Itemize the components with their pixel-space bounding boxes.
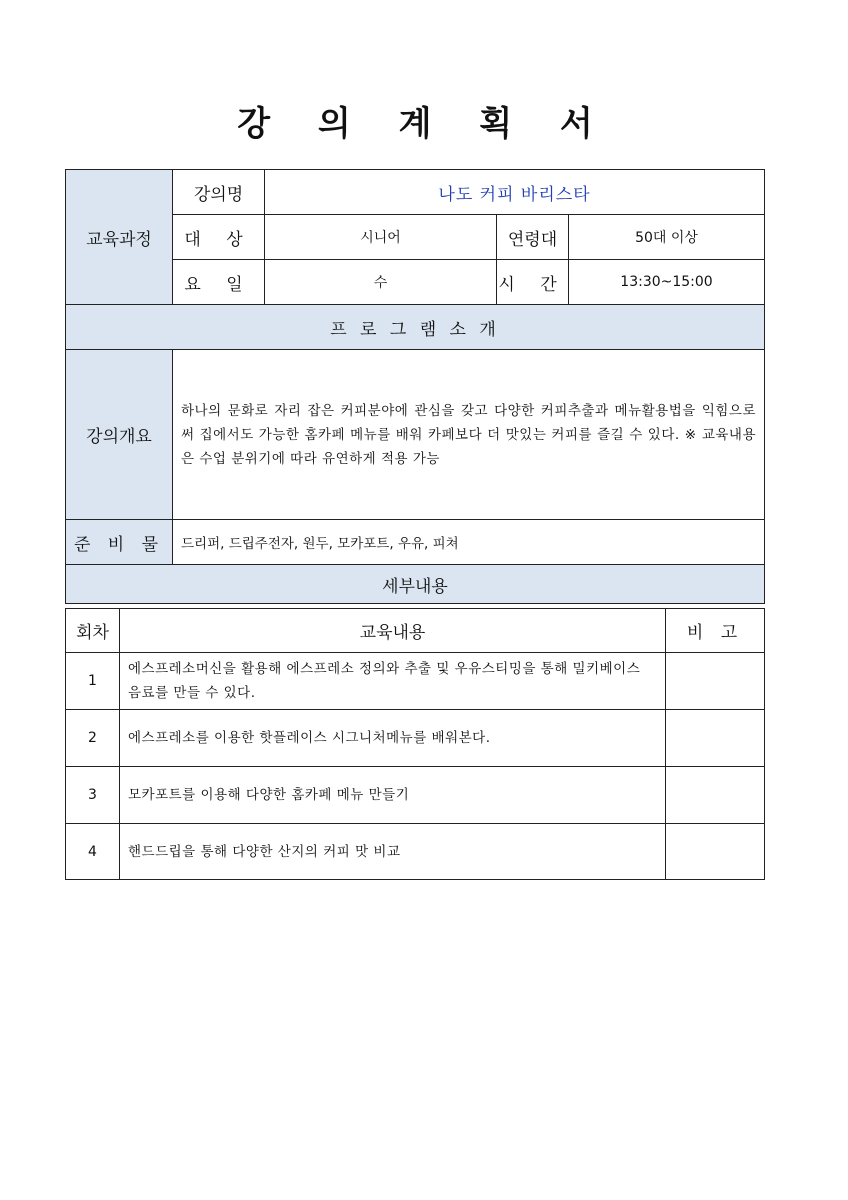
table-row xyxy=(66,824,765,880)
overview-text: 하나의 문화로 자리 잡은 커피분야에 관심을 갖고 다양한 커피추출과 메뉴활용법을 익힘으로써 집에서도 가능한 홈카페 메뉴를 배워 카페보다 더 맛있는 커피를 즐길 수 있다. ※ 교육내용은 수업 분위기에 따라 유연하게 적용 가능 xyxy=(173,350,765,520)
row-number: 4 xyxy=(66,824,120,880)
day-label: 요 일 xyxy=(173,260,265,305)
row-note xyxy=(666,767,765,824)
course-section-label: 교육과정 xyxy=(66,170,173,305)
row-note xyxy=(666,710,765,767)
table-row xyxy=(66,767,765,824)
course-name-value: 나도 커피 바리스타 xyxy=(265,170,765,215)
row-number: 3 xyxy=(66,767,120,824)
row-content: 모카포트를 이용해 다양한 홈카페 메뉴 만들기 xyxy=(120,767,666,824)
program-intro-header: 프 로 그 램 소 개 xyxy=(66,305,765,350)
time-label: 시 간 xyxy=(497,260,569,305)
col-note-header: 비 고 xyxy=(666,609,765,653)
day-value: 수 xyxy=(265,260,497,305)
table-row xyxy=(66,710,765,767)
target-label: 대 상 xyxy=(173,215,265,260)
materials-text: 드리퍼, 드립주전자, 원두, 모카포트, 우유, 피쳐 xyxy=(173,520,765,565)
row-note xyxy=(666,653,765,710)
document-title: 강 의 계 획 서 xyxy=(237,104,611,144)
row-note xyxy=(666,824,765,880)
materials-label: 준 비 물 xyxy=(66,520,173,565)
col-session-header: 회차 xyxy=(66,609,120,653)
row-content: 에스프레소를 이용한 핫플레이스 시그니처메뉴를 배워본다. xyxy=(120,710,666,767)
row-content: 에스프레소머신을 활용해 에스프레소 정의와 추출 및 우유스티밍을 통해 밀키베이스 음료를 만들 수 있다. xyxy=(120,653,666,710)
table-row xyxy=(66,653,765,710)
details-header: 세부내용 xyxy=(66,565,765,604)
row-number: 2 xyxy=(66,710,120,767)
detail-table xyxy=(65,608,765,880)
time-value: 13:30~15:00 xyxy=(569,260,765,305)
target-value: 시니어 xyxy=(265,215,497,260)
row-number: 1 xyxy=(66,653,120,710)
overview-label: 강의개요 xyxy=(66,350,173,520)
row-content: 핸드드립을 통해 다양한 산지의 커피 맛 비교 xyxy=(120,824,666,880)
age-value: 50대 이상 xyxy=(569,215,765,260)
age-label: 연령대 xyxy=(497,215,569,260)
course-name-label: 강의명 xyxy=(173,170,265,215)
course-info-table xyxy=(65,169,765,604)
col-content-header: 교육내용 xyxy=(120,609,666,653)
